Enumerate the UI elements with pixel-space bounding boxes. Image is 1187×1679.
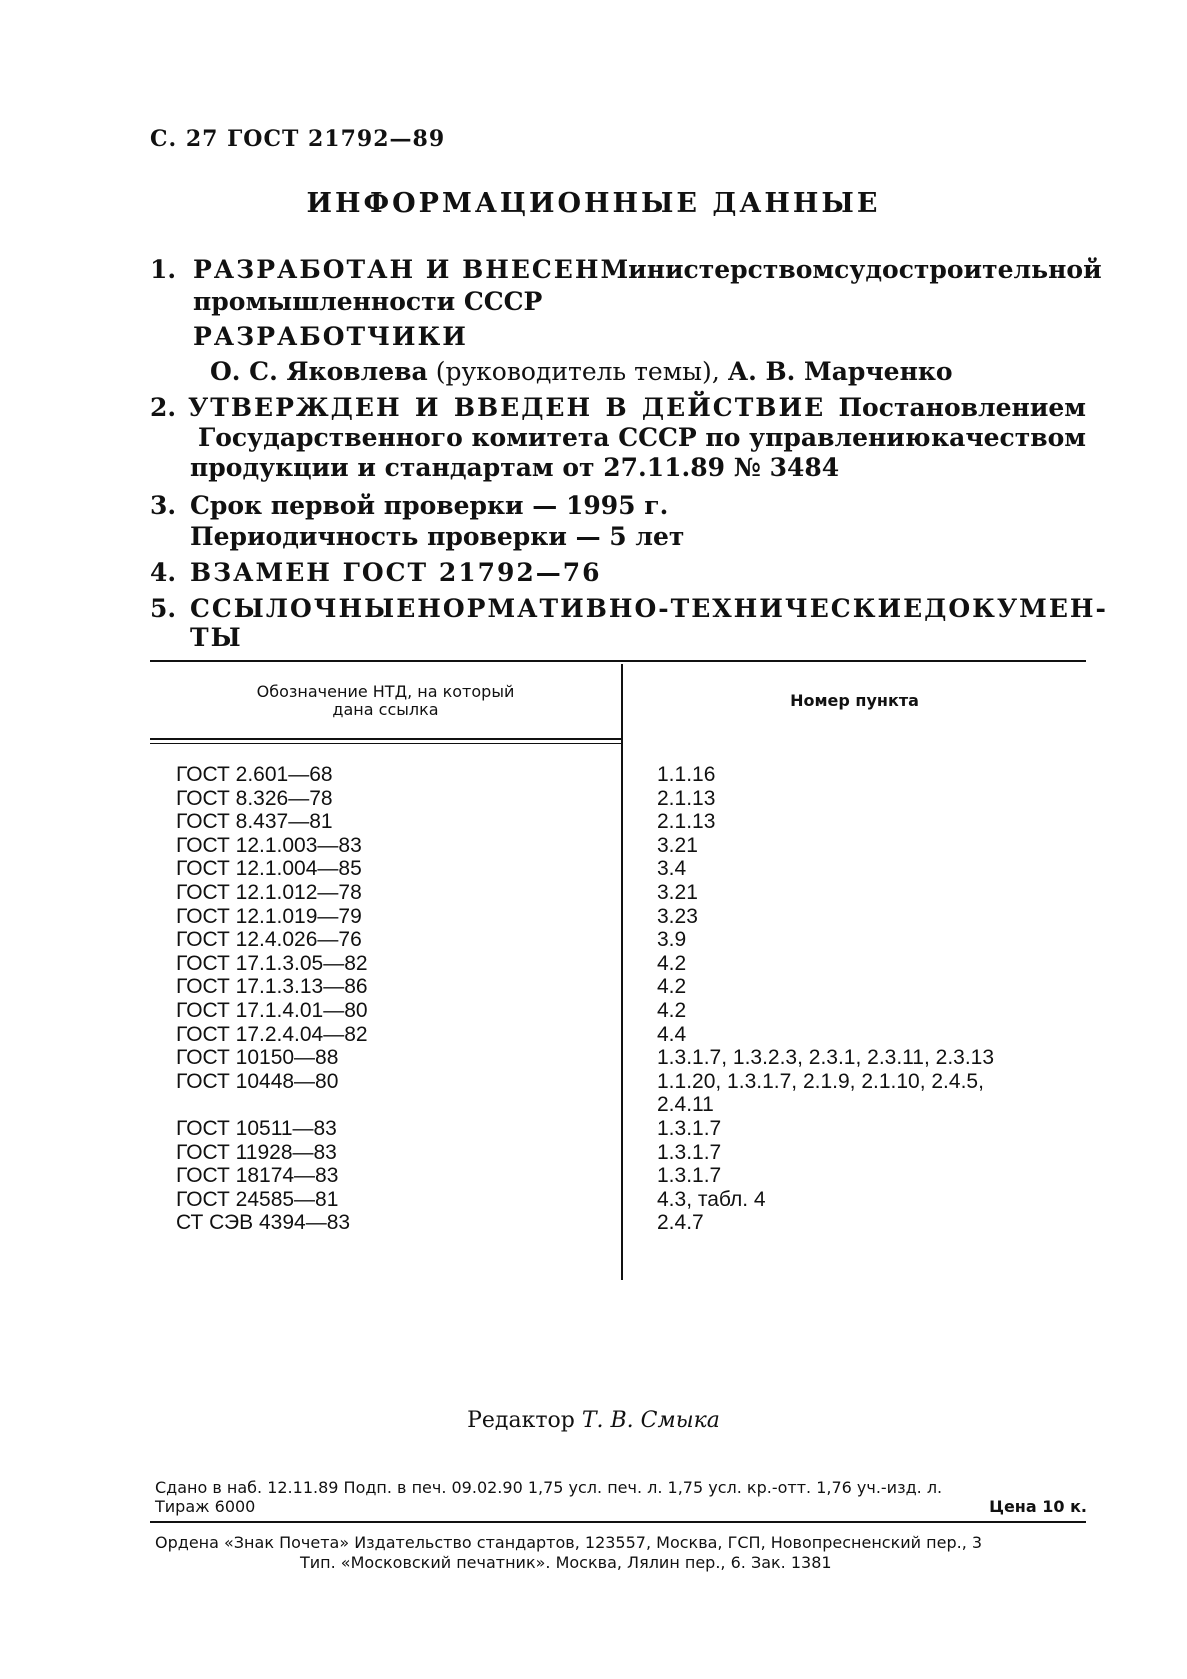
item-2-word: УТВЕРЖДЕН [188, 393, 402, 422]
item-1-line-2: промышленности СССР [193, 287, 543, 316]
table-cell-clause: 4.2 [657, 975, 687, 999]
item-number: 4. [150, 558, 177, 587]
item-2-line-3: продукции и стандартам от 27.11.89 № 3484 [190, 453, 840, 482]
table-cell-clause: 1.1.16 [657, 763, 716, 786]
header-rule-1 [150, 738, 621, 740]
table-top-rule [150, 660, 1086, 662]
column-header-line: Обозначение НТД, на который [256, 682, 515, 701]
item-1-word-2: судостроительной [834, 255, 1102, 284]
item-4-text: ВЗАМЕН ГОСТ 21792—76 [190, 558, 602, 587]
editor-line [0, 1408, 1187, 1433]
table-cell-document: ГОСТ 8.437—81 [176, 810, 333, 834]
item-2-word: ДЕЙСТВИЕ [641, 393, 826, 422]
table-cell-clause: 1.3.1.7, 1.3.2.3, 2.3.1, 2.3.11, 2.3.13 [657, 1046, 995, 1070]
table-cell-document: ГОСТ 10448—80 [176, 1069, 339, 1093]
author-2: А. В. Марченко [727, 357, 953, 386]
table-cell-document: ГОСТ 8.326—78 [176, 786, 333, 810]
table-cell-clause: 3.21 [657, 833, 698, 857]
item-2-word: И [414, 393, 441, 422]
table-cell-clause: 4.4 [657, 1022, 687, 1046]
table-cell-document: ГОСТ 24585—81 [176, 1187, 339, 1211]
item-2-text: качеством [931, 423, 1086, 452]
table-cell-clause: 2.1.13 [657, 786, 716, 810]
developers-heading: РАЗРАБОТЧИКИ [193, 322, 468, 351]
item-3-line-2: Периодичность проверки — 5 лет [190, 522, 685, 551]
column-header-clause: Номер пункта [790, 691, 919, 710]
table-cell-document: ГОСТ 17.1.4.01—80 [176, 999, 368, 1022]
column-header-line: дана ссылка [332, 700, 439, 719]
item-number: 1. [150, 255, 177, 284]
table-cell-document: ГОСТ 12.4.026—76 [176, 928, 362, 952]
table-cell-document: ГОСТ 12.1.004—85 [176, 857, 362, 881]
table-cell-document: ГОСТ 18174—83 [176, 1164, 339, 1188]
table-cell-clause: 3.23 [657, 904, 698, 928]
item-number: 3. [150, 491, 177, 520]
item-5-word: ССЫЛОЧНЫЕ [190, 594, 418, 623]
imprint-tirazh: Тираж 6000 [155, 1497, 256, 1516]
table-cell-clause-continued: 2.4.11 [657, 1093, 714, 1117]
item-3-line-1: Срок первой проверки — 1995 г. [190, 491, 669, 520]
column-header-document [150, 683, 621, 719]
header-rule-2 [150, 743, 621, 744]
item-number: 2. [150, 393, 177, 422]
item-1-line-1 [193, 255, 1102, 285]
imprint-printer: Тип. «Московский печатник». Москва, Лялин пер., 6. Зак. 1381 [300, 1553, 832, 1572]
item-2-word: ВВЕДЕН [453, 393, 593, 422]
table-cell-document: СТ СЭВ 4394—83 [176, 1211, 351, 1235]
table-cell-document: ГОСТ 12.1.012—78 [176, 881, 362, 904]
item-1-caps: РАЗРАБОТАН И ВНЕСЕН [193, 255, 601, 284]
developers-list [210, 357, 953, 387]
item-5-word: ДОКУМЕН- [924, 594, 1108, 623]
editor-label: Редактор [467, 1408, 575, 1433]
table-cell-clause: 1.3.1.7 [657, 1164, 722, 1188]
item-2-line-1 [188, 393, 1086, 423]
table-cell-clause: 3.21 [657, 881, 698, 904]
table-column-divider [621, 664, 623, 1280]
page-title: ИНФОРМАЦИОННЫЕ ДАННЫЕ [306, 188, 881, 219]
imprint-price: Цена 10 к. [989, 1497, 1087, 1516]
table-cell-clause: 4.2 [657, 999, 687, 1022]
author-1-role: (руководитель темы), [435, 357, 720, 386]
table-cell-clause: 2.1.13 [657, 810, 716, 834]
editor-name: Т. В. Смыка [581, 1408, 720, 1433]
table-cell-clause: 1.1.20, 1.3.1.7, 2.1.9, 2.1.10, 2.4.5, [657, 1069, 984, 1093]
imprint-publisher: Ордена «Знак Почета» Издательство стандартов, 123557, Москва, ГСП, Новопресненский пер., 3 [155, 1533, 983, 1552]
item-2-line-2 [198, 423, 1086, 453]
table-cell-document: ГОСТ 10511—83 [176, 1117, 337, 1140]
imprint-line-1: Сдано в наб. 12.11.89 Подп. в печ. 09.02.90 1,75 усл. печ. л. 1,75 усл. кр.-отт. 1,76 уч.-изд. л. [155, 1478, 943, 1497]
table-cell-clause: 3.9 [657, 928, 687, 952]
table-cell-document: ГОСТ 11928—83 [176, 1140, 337, 1164]
item-2-word: В [605, 393, 629, 422]
table-cell-document: ГОСТ 12.1.003—83 [176, 833, 362, 857]
table-cell-document: ГОСТ 17.1.3.13—86 [176, 975, 368, 999]
item-5-line-2: ТЫ [190, 623, 243, 652]
table-cell-document: ГОСТ 2.601—68 [176, 763, 333, 786]
table-cell-document: ГОСТ 17.1.3.05—82 [176, 951, 368, 975]
item-5-line-1 [190, 594, 1108, 624]
table-cell-clause: 4.2 [657, 951, 687, 975]
table-cell-document: ГОСТ 10150—88 [176, 1046, 339, 1070]
table-cell-document: ГОСТ 12.1.019—79 [176, 904, 362, 928]
table-cell-document: ГОСТ 17.2.4.04—82 [176, 1022, 368, 1046]
imprint-rule [150, 1521, 1086, 1523]
item-number: 5. [150, 594, 177, 623]
table-cell-clause: 2.4.7 [657, 1211, 704, 1235]
item-1-word-1: Министерством [600, 255, 835, 284]
item-2-text: Государственного комитета СССР по управлению [198, 423, 931, 452]
table-cell-clause: 1.3.1.7 [657, 1117, 722, 1140]
page-header: С. 27 ГОСТ 21792—89 [150, 126, 446, 152]
item-2-word: Постановлением [838, 393, 1086, 422]
author-1: О. С. Яковлева [210, 357, 428, 386]
table-cell-clause: 1.3.1.7 [657, 1140, 722, 1164]
item-5-word: НОРМАТИВНО-ТЕХНИЧЕСКИЕ [417, 594, 925, 623]
table-cell-clause: 3.4 [657, 857, 687, 881]
table-cell-clause: 4.3, табл. 4 [657, 1187, 766, 1211]
